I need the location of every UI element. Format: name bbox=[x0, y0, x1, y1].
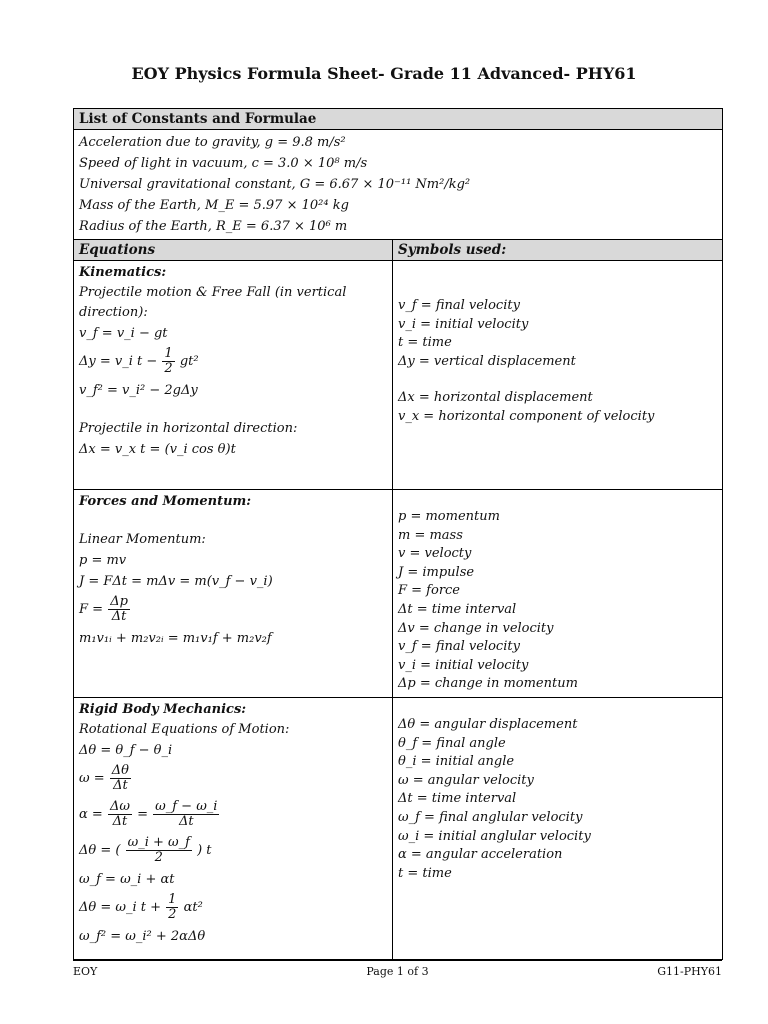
footer-right: G11-PHY61 bbox=[657, 965, 722, 978]
symbol-item: Δp = change in momentum bbox=[398, 676, 578, 692]
fraction-numerator: Δθ bbox=[111, 763, 129, 778]
fraction-numerator: ω_i + ω_f bbox=[127, 835, 190, 850]
fraction-denominator: 2 bbox=[164, 361, 173, 376]
fraction-denominator: 2 bbox=[168, 907, 177, 922]
kinematics-title: Kinematics: bbox=[79, 265, 167, 280]
kinematics-subtitle-cont: direction): bbox=[79, 305, 148, 320]
fraction-numerator: 1 bbox=[164, 346, 173, 361]
symbol-item: α = angular acceleration bbox=[398, 847, 563, 863]
constant-gravitational: Universal gravitational constant, G = 6.67 × 10⁻¹¹ Nm²/kg² bbox=[79, 177, 471, 192]
symbol-item: v_i = initial velocity bbox=[398, 316, 529, 332]
rigid-eq-4 bbox=[79, 833, 387, 869]
kinematics-symbols bbox=[393, 261, 723, 490]
symbol-item: v_x = horizontal component of velocity bbox=[398, 408, 655, 424]
fraction bbox=[166, 893, 178, 922]
rigid-subtitle: Rotational Equations of Motion: bbox=[79, 722, 290, 737]
symbol-item: Δt = time interval bbox=[398, 601, 517, 617]
symbol-item: F = force bbox=[398, 583, 461, 599]
forces-symbols bbox=[393, 490, 723, 698]
eq-part: Δθ = ( bbox=[79, 843, 121, 858]
fraction-numerator: 1 bbox=[168, 892, 177, 907]
symbol-item: Δx = horizontal displacement bbox=[398, 390, 593, 406]
fraction-denominator: Δt bbox=[113, 778, 128, 793]
symbol-item: Δθ = angular displacement bbox=[398, 717, 578, 732]
rigid-equations bbox=[74, 698, 393, 960]
fraction-denominator: Δt bbox=[111, 609, 127, 624]
symbol-item: v = velocty bbox=[398, 546, 472, 562]
symbol-item: Δt = time interval bbox=[398, 791, 517, 807]
symbol-item: J = impulse bbox=[398, 564, 475, 580]
forces-eq-4: m₁v₁ᵢ + m₂v₂ᵢ = m₁v₁f + m₂v₂f bbox=[79, 631, 272, 646]
symbol-item: θ_f = final angle bbox=[398, 735, 506, 751]
page-footer bbox=[73, 960, 722, 978]
rigid-title: Rigid Body Mechanics: bbox=[79, 702, 247, 717]
forces-eq-3 bbox=[79, 592, 387, 628]
symbol-item: ω = angular velocity bbox=[398, 772, 534, 788]
symbols-header: Symbols used: bbox=[393, 240, 723, 261]
fraction bbox=[108, 595, 130, 624]
symbol-item: Δy = vertical displacement bbox=[398, 353, 576, 369]
constants-header: List of Constants and Formulae bbox=[74, 109, 723, 130]
symbol-item: ω_i = initial anglular velocity bbox=[398, 828, 591, 844]
symbol-item: v_f = final velocity bbox=[398, 639, 520, 655]
fraction-denominator: Δt bbox=[112, 814, 128, 829]
eq-part: Δθ = ω_i t + bbox=[79, 900, 162, 915]
fraction-numerator: ω_f − ω_i bbox=[155, 799, 218, 814]
symbol-item: p = momentum bbox=[398, 509, 500, 524]
fraction-numerator: Δp bbox=[110, 594, 128, 609]
constant-gravity: Acceleration due to gravity, g = 9.8 m/s² bbox=[79, 135, 346, 150]
rigid-eq-2 bbox=[79, 761, 387, 797]
constant-light-speed: Speed of light in vacuum, c = 3.0 × 10⁸ m/s bbox=[79, 156, 368, 171]
constant-earth-radius: Radius of the Earth, R_E = 6.37 × 10⁶ m bbox=[79, 219, 348, 234]
eq-part: αt² bbox=[183, 900, 203, 915]
forces-equations bbox=[74, 490, 393, 698]
eq-part: = bbox=[137, 807, 148, 822]
symbol-item: m = mass bbox=[398, 527, 463, 543]
rigid-eq-5: ω_f = ω_i + αt bbox=[79, 872, 175, 887]
symbol-item: v_f = final velocity bbox=[398, 298, 520, 313]
symbol-item: θ_i = initial angle bbox=[398, 754, 515, 770]
forces-subtitle: Linear Momentum: bbox=[79, 532, 206, 547]
eq-part: ) t bbox=[197, 843, 212, 858]
forces-eq-1: p = mv bbox=[79, 553, 127, 568]
kinematics-horizontal-subtitle: Projectile in horizontal direction: bbox=[79, 421, 298, 436]
eq-part: ω = bbox=[79, 771, 105, 786]
footer-left: EOY bbox=[73, 965, 98, 978]
rigid-symbols bbox=[393, 698, 723, 960]
fraction bbox=[110, 764, 131, 793]
fraction bbox=[153, 800, 219, 829]
fraction bbox=[126, 836, 192, 865]
eq-part: Δy = v_i t − bbox=[79, 354, 158, 369]
constants-list bbox=[74, 130, 723, 240]
kinematics-eq-2 bbox=[79, 344, 387, 380]
fraction-numerator: Δω bbox=[109, 799, 130, 814]
rigid-eq-3 bbox=[79, 797, 387, 833]
eq-part: α = bbox=[79, 807, 103, 822]
symbol-item: t = time bbox=[398, 335, 452, 351]
forces-eq-2: J = FΔt = mΔv = m(v_f − v_i) bbox=[79, 574, 273, 589]
kinematics-subtitle: Projectile motion & Free Fall (in vertical bbox=[79, 285, 347, 300]
fraction bbox=[108, 800, 132, 829]
symbol-item: v_i = initial velocity bbox=[398, 657, 529, 673]
forces-title: Forces and Momentum: bbox=[79, 494, 252, 509]
eq-part: F = bbox=[79, 602, 104, 617]
kinematics-eq-3: v_f² = v_i² − 2gΔy bbox=[79, 383, 198, 398]
footer-page-number: Page 1 of 3 bbox=[366, 965, 429, 978]
kinematics-eq-1: v_f = v_i − gt bbox=[79, 326, 168, 341]
fraction-denominator: 2 bbox=[154, 850, 163, 865]
fraction bbox=[162, 347, 174, 376]
rigid-eq-6 bbox=[79, 890, 387, 926]
symbol-item: Δv = change in velocity bbox=[398, 620, 554, 636]
page-title: EOY Physics Formula Sheet- Grade 11 Advanced- PHY61 bbox=[131, 64, 637, 83]
fraction-denominator: Δt bbox=[178, 814, 194, 829]
equations-header: Equations bbox=[74, 240, 393, 261]
rigid-eq-1: Δθ = θ_f − θ_i bbox=[79, 743, 173, 758]
symbol-item: t = time bbox=[398, 865, 452, 881]
kinematics-eq-4: Δx = v_x t = (v_i cos θ)t bbox=[79, 442, 236, 457]
constant-earth-mass: Mass of the Earth, M_E = 5.97 × 10²⁴ kg bbox=[79, 198, 349, 213]
rigid-eq-7: ω_f² = ω_i² + 2αΔθ bbox=[79, 929, 206, 944]
eq-part: gt² bbox=[179, 354, 199, 369]
kinematics-equations bbox=[74, 261, 393, 490]
symbol-item: ω_f = final anglular velocity bbox=[398, 809, 583, 825]
formula-table bbox=[73, 108, 723, 960]
